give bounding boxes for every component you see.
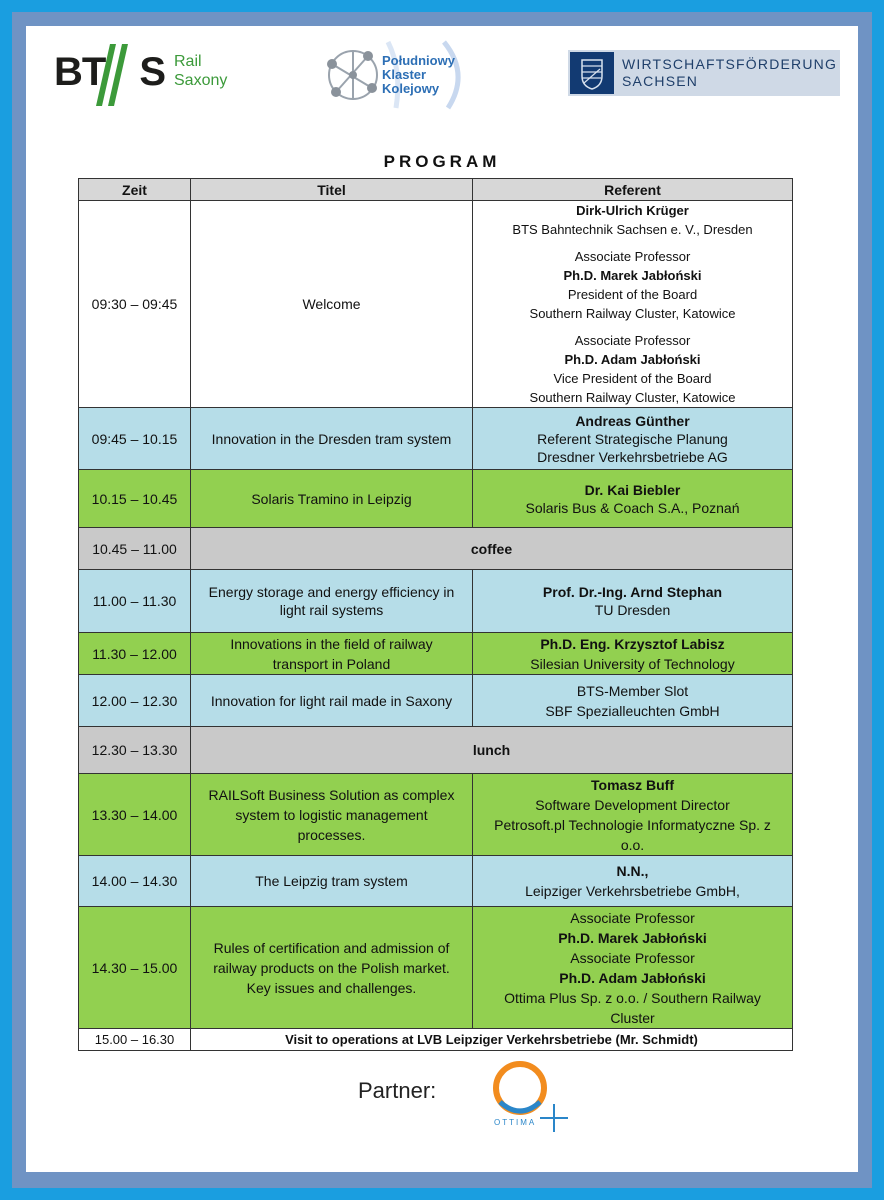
break-cell: lunch (191, 727, 793, 774)
speaker-cell: Tomasz Buff Software Development Director Petrosoft.pl Technologie Informatyczne Sp. z o.o. (473, 774, 793, 856)
time-cell: 14.30 – 15.00 (79, 907, 191, 1029)
partner-label: Partner: (358, 1078, 437, 1103)
southern-railway-cluster-logo (322, 40, 472, 110)
column-header-speaker: Referent (473, 179, 793, 201)
time-cell: 09:45 – 10.15 (79, 408, 191, 470)
table-row (79, 727, 793, 774)
ottima-partner-logo (490, 1058, 568, 1134)
title-cell: Innovations in the field of railway transport in Poland (191, 633, 473, 675)
title-cell: The Leipzig tram system (191, 856, 473, 907)
title-cell: RAILSoft Business Solution as complex system to logistic management processes. (191, 774, 473, 856)
title-cell: Energy storage and energy efficiency in light rail systems (191, 570, 473, 633)
table-row (79, 570, 793, 633)
time-cell: 09:30 – 09:45 (79, 201, 191, 408)
bts-rail-saxony-logo (54, 42, 234, 106)
speaker-cell: Ph.D. Eng. Krzysztof Labisz Silesian University of Technology (473, 633, 793, 675)
table-row (79, 528, 793, 570)
page-title: PROGRAM (383, 152, 501, 171)
speaker-cell: Dr. Kai Biebler Solaris Bus & Coach S.A., Poznań (473, 470, 793, 528)
table-row (79, 675, 793, 727)
program-table (78, 178, 793, 1051)
time-cell: 15.00 – 16.30 (79, 1029, 191, 1051)
time-cell: 10.15 – 10.45 (79, 470, 191, 528)
ottima-wordmark: OTTIMA (494, 1118, 537, 1127)
table-row (79, 201, 793, 408)
time-cell: 12.00 – 12.30 (79, 675, 191, 727)
speaker-cell: Andreas Günther Referent Strategische Planung Dresdner Verkehrsbetriebe AG (473, 408, 793, 470)
title-cell: Solaris Tramino in Leipzig (191, 470, 473, 528)
table-row (79, 633, 793, 675)
table-header-row (79, 179, 793, 201)
time-cell: 11.00 – 11.30 (79, 570, 191, 633)
speaker-cell: Prof. Dr.-Ing. Arnd Stephan TU Dresden (473, 570, 793, 633)
title-cell: Welcome (191, 201, 473, 408)
speaker-cell: BTS-Member Slot SBF Spezialleuchten GmbH (473, 675, 793, 727)
time-cell: 11.30 – 12.00 (79, 633, 191, 675)
speaker-cell: Dirk-Ulrich Krüger BTS Bahntechnik Sachsen e. V., Dresden Associate Professor Ph.D. Marek Jabłoński President of the Board Southern Railway Cluster, Katowice Associate Professor Ph.D. Adam Jabłoński Vice President of the Board Southern Railway Cluster, Katowice (473, 201, 793, 408)
saxony-crest-icon (570, 52, 614, 94)
wirtschaftsfoerderung-sachsen-logo (568, 50, 840, 96)
table-row (79, 470, 793, 528)
table-row (79, 1029, 793, 1051)
table-row (79, 907, 793, 1029)
title-cell: Innovation for light rail made in Saxony (191, 675, 473, 727)
break-cell: coffee (191, 528, 793, 570)
wfs-wordmark: WIRTSCHAFTSFÖRDERUNG SACHSEN (622, 56, 838, 89)
speaker-cell: Associate Professor Ph.D. Marek Jabłoński Associate Professor Ph.D. Adam Jabłoński Ottima Plus Sp. z o.o. / Southern Railway Cluster (473, 907, 793, 1029)
bts-wordmark: BT S (54, 50, 166, 94)
title-cell: Rules of certification and admission of railway products on the Polish market. Key issues and challenges. (191, 907, 473, 1029)
time-cell: 14.00 – 14.30 (79, 856, 191, 907)
time-cell: 13.30 – 14.00 (79, 774, 191, 856)
table-row (79, 774, 793, 856)
column-header-time: Zeit (79, 179, 191, 201)
program-page (26, 26, 858, 1172)
time-cell: 10.45 – 11.00 (79, 528, 191, 570)
cluster-name: Południowy Klaster Kolejowy (382, 53, 455, 96)
bts-tagline: Rail Saxony (174, 53, 228, 89)
visit-cell: Visit to operations at LVB Leipziger Verkehrsbetriebe (Mr. Schmidt) (191, 1029, 793, 1051)
title-cell: Innovation in the Dresden tram system (191, 408, 473, 470)
speaker-cell: N.N., Leipziger Verkehrsbetriebe GmbH, (473, 856, 793, 907)
table-row (79, 408, 793, 470)
table-row (79, 856, 793, 907)
column-header-title: Titel (191, 179, 473, 201)
time-cell: 12.30 – 13.30 (79, 727, 191, 774)
